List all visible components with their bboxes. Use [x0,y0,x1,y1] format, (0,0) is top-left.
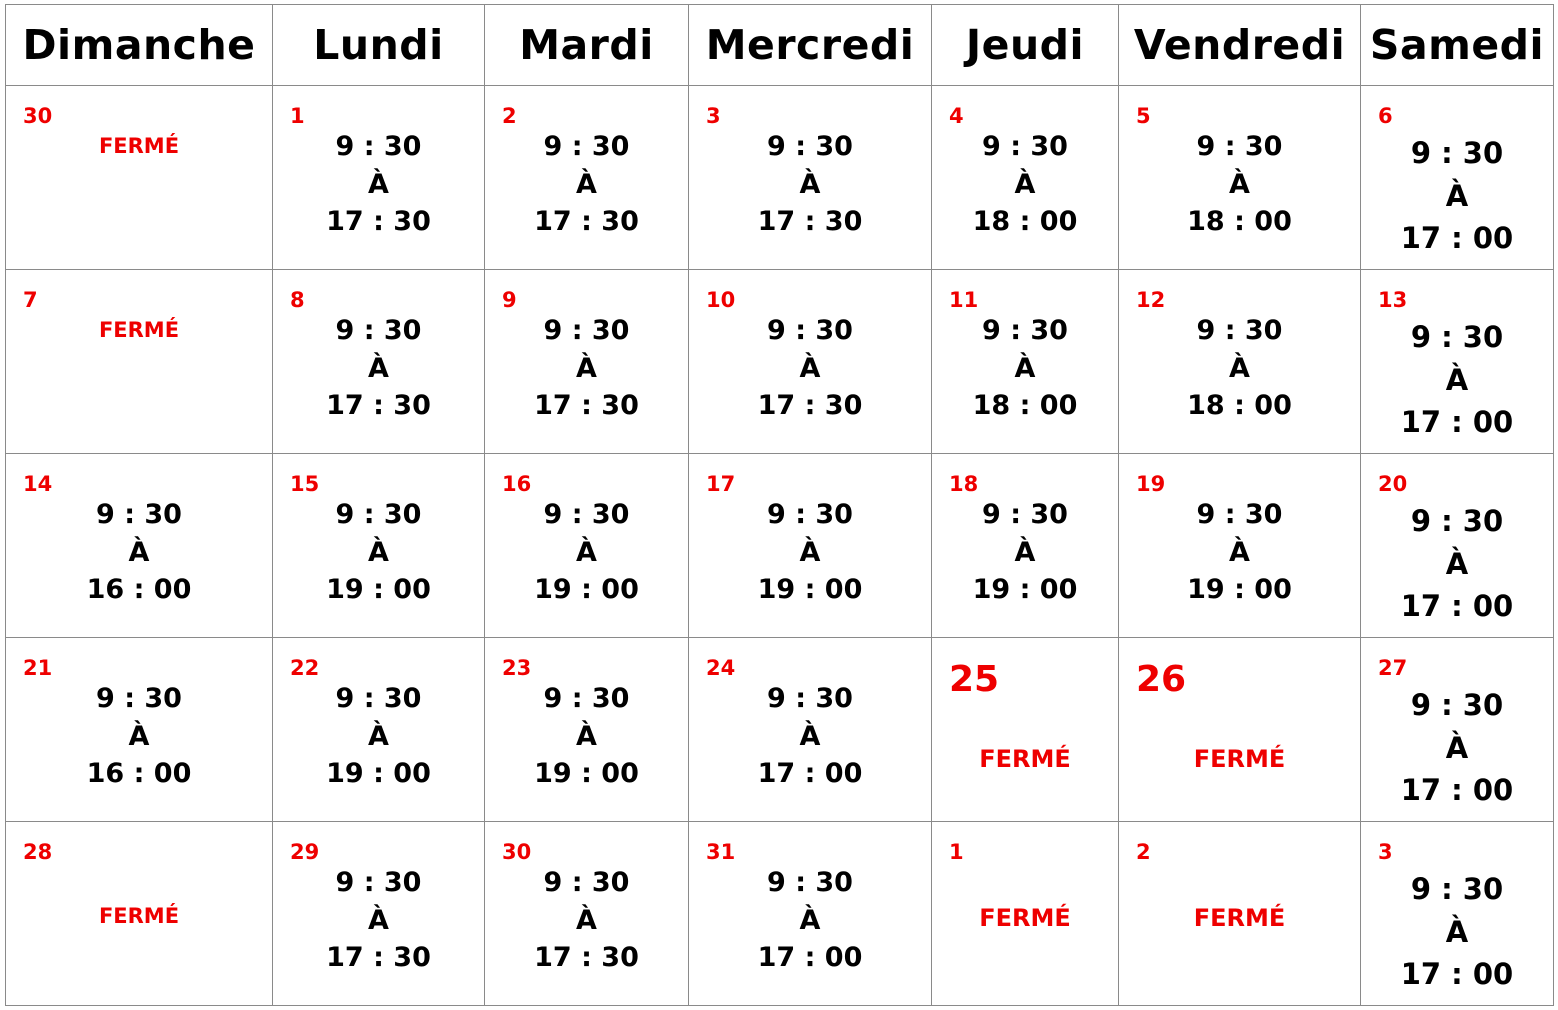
time-separator: À [1229,536,1250,568]
time-separator: À [128,536,150,568]
day-number: 11 [949,288,979,312]
day-number: 7 [23,288,38,312]
day-number: 14 [23,472,53,496]
opening-hours [689,312,931,425]
open-time: 9 : 30 [96,499,182,530]
time-separator: À [1014,168,1036,200]
opening-hours [273,864,484,977]
opening-hours [1119,312,1360,425]
day-number: 1 [290,104,305,128]
day-number: 5 [1136,104,1151,128]
open-time: 9 : 30 [1196,315,1283,346]
day-cell [6,270,273,454]
open-time: 9 : 30 [335,683,422,714]
open-time: 9 : 30 [1410,320,1504,354]
week-row [6,270,1554,454]
close-time: 18 : 00 [972,390,1078,421]
time-separator: À [368,168,389,200]
day-cell [6,638,273,822]
close-time: 17 : 30 [534,390,639,421]
day-number: 27 [1378,656,1408,680]
close-time: 19 : 00 [972,574,1078,605]
opening-hours [485,680,688,793]
open-time: 9 : 30 [96,683,182,714]
close-time: 17 : 30 [326,206,431,237]
day-cell [273,822,485,1006]
close-time: 17 : 30 [326,390,431,421]
close-time: 17 : 00 [757,942,863,973]
day-number: 16 [502,472,532,496]
opening-hours [1119,128,1360,241]
time-separator: À [799,904,821,936]
opening-hours [485,496,688,609]
opening-hours [1361,500,1553,628]
open-time: 9 : 30 [767,867,853,898]
day-cell [932,86,1119,270]
day-cell [273,270,485,454]
opening-hours [932,128,1118,241]
opening-hours [273,312,484,425]
closed-label: FERMÉ [979,745,1071,773]
day-number: 29 [290,840,320,864]
open-time: 9 : 30 [543,683,630,714]
day-number: 2 [502,104,517,128]
open-time: 9 : 30 [767,683,853,714]
day-number: 19 [1136,472,1166,496]
open-time: 9 : 30 [335,131,422,162]
day-cell [485,454,689,638]
time-separator: À [1445,546,1469,581]
opening-hours [1119,496,1360,609]
close-time: 18 : 00 [1187,206,1292,237]
day-number: 28 [23,840,53,864]
close-time: 17 : 00 [1400,221,1514,255]
open-time: 9 : 30 [1196,131,1283,162]
day-number: 8 [290,288,305,312]
open-time: 9 : 30 [335,499,422,530]
day-cell [485,638,689,822]
time-separator: À [576,352,597,384]
day-cell [1361,822,1554,1006]
day-number: 18 [949,472,979,496]
day-cell [689,270,932,454]
opening-hours [689,128,931,241]
time-separator: À [799,352,821,384]
open-time: 9 : 30 [543,131,630,162]
day-cell [485,822,689,1006]
opening-hours [1361,684,1553,812]
time-separator: À [1445,362,1469,397]
time-separator: À [799,536,821,568]
day-cell [1361,270,1554,454]
close-time: 17 : 30 [757,206,863,237]
time-separator: À [1445,914,1469,949]
day-number: 30 [502,840,532,864]
close-time: 17 : 00 [1400,405,1514,439]
time-separator: À [368,904,389,936]
open-time: 9 : 30 [335,867,422,898]
time-separator: À [576,168,597,200]
time-separator: À [576,720,597,752]
close-time: 18 : 00 [972,206,1078,237]
open-time: 9 : 30 [1196,499,1283,530]
day-number: 22 [290,656,320,680]
closed-label: FERMÉ [98,318,180,342]
day-cell [485,86,689,270]
day-cell [273,86,485,270]
close-time: 19 : 00 [534,574,639,605]
time-separator: À [1229,352,1250,384]
day-number: 1 [949,840,964,864]
opening-hours [485,312,688,425]
time-separator: À [368,352,389,384]
opening-hours [6,680,272,793]
open-time: 9 : 30 [335,315,422,346]
day-number: 9 [502,288,517,312]
day-number: 3 [706,104,721,128]
day-cell [1119,86,1361,270]
day-cell [689,86,932,270]
day-cell [932,270,1119,454]
opening-hours [689,680,931,793]
close-time: 19 : 00 [326,758,431,789]
day-number: 25 [949,659,1000,700]
time-separator: À [368,536,389,568]
time-separator: À [576,904,597,936]
day-cell [932,454,1119,638]
header-friday: Vendredi [1119,5,1361,86]
close-time: 16 : 00 [86,574,192,605]
closed-label: FERMÉ [1193,745,1286,773]
day-number: 31 [706,840,736,864]
day-number: 30 [23,104,53,128]
open-time: 9 : 30 [982,315,1068,346]
close-time: 17 : 30 [534,942,639,973]
day-number: 23 [502,656,532,680]
day-number: 13 [1378,288,1408,312]
open-time: 9 : 30 [1410,136,1504,170]
day-cell [485,270,689,454]
open-time: 9 : 30 [543,315,630,346]
close-time: 17 : 00 [1400,957,1514,991]
day-number: 17 [706,472,736,496]
close-time: 19 : 00 [757,574,863,605]
closed-label: FERMÉ [979,904,1071,932]
day-number: 24 [706,656,736,680]
time-separator: À [1014,352,1036,384]
opening-hours [273,496,484,609]
close-time: 17 : 30 [757,390,863,421]
opening-hours [273,128,484,241]
day-number: 26 [1136,659,1187,700]
day-cell [932,638,1119,822]
header-thursday: Jeudi [932,5,1119,86]
closed-label: FERMÉ [1193,904,1286,932]
day-number: 10 [706,288,736,312]
day-number: 15 [290,472,320,496]
day-cell [1361,638,1554,822]
week-row [6,454,1554,638]
opening-hours [6,496,272,609]
open-time: 9 : 30 [767,499,853,530]
day-number: 6 [1378,104,1393,128]
close-time: 19 : 00 [1187,574,1292,605]
day-number: 21 [23,656,53,680]
open-time: 9 : 30 [1410,872,1504,906]
opening-hours [689,864,931,977]
close-time: 17 : 30 [326,942,431,973]
opening-hours [1361,132,1553,260]
day-cell [273,638,485,822]
week-row [6,86,1554,270]
time-separator: À [799,168,821,200]
day-cell [1119,454,1361,638]
open-time: 9 : 30 [1410,688,1504,722]
day-number: 2 [1136,840,1151,864]
day-cell [273,454,485,638]
close-time: 17 : 00 [757,758,863,789]
day-cell [689,638,932,822]
header-wednesday: Mercredi [689,5,932,86]
opening-hours [1361,868,1553,996]
time-separator: À [1014,536,1036,568]
open-time: 9 : 30 [767,131,853,162]
calendar-weeks [6,86,1554,1006]
day-cell [6,822,273,1006]
time-separator: À [128,720,150,752]
header-tuesday: Mardi [485,5,689,86]
day-cell [6,454,273,638]
time-separator: À [1445,178,1469,213]
day-cell [1119,822,1361,1006]
closed-label: FERMÉ [98,134,180,158]
opening-hours [485,864,688,977]
day-cell [932,822,1119,1006]
week-row [6,638,1554,822]
day-number: 4 [949,104,964,128]
opening-hours [1361,316,1553,444]
opening-hours [273,680,484,793]
day-cell [6,86,273,270]
day-number: 20 [1378,472,1408,496]
opening-hours [485,128,688,241]
day-cell [1361,86,1554,270]
time-separator: À [576,536,597,568]
close-time: 17 : 00 [1400,773,1514,807]
time-separator: À [1229,168,1250,200]
header-sunday: Dimanche [6,5,273,86]
week-row [6,822,1554,1006]
day-number: 3 [1378,840,1393,864]
opening-hours [932,496,1118,609]
day-cell [689,822,932,1006]
opening-hours-calendar [5,4,1554,1006]
close-time: 19 : 00 [534,758,639,789]
time-separator: À [1445,730,1469,765]
day-cell [1119,270,1361,454]
day-cell [689,454,932,638]
open-time: 9 : 30 [543,867,630,898]
time-separator: À [799,720,821,752]
weekday-header-row [6,5,1554,86]
day-number: 12 [1136,288,1166,312]
open-time: 9 : 30 [982,131,1068,162]
closed-label: FERMÉ [98,904,180,928]
close-time: 17 : 00 [1400,589,1514,623]
close-time: 17 : 30 [534,206,639,237]
open-time: 9 : 30 [543,499,630,530]
time-separator: À [368,720,389,752]
open-time: 9 : 30 [1410,504,1504,538]
open-time: 9 : 30 [767,315,853,346]
close-time: 19 : 00 [326,574,431,605]
day-cell [1119,638,1361,822]
header-saturday: Samedi [1361,5,1554,86]
open-time: 9 : 30 [982,499,1068,530]
close-time: 16 : 00 [86,758,192,789]
opening-hours [932,312,1118,425]
opening-hours [689,496,931,609]
day-cell [1361,454,1554,638]
close-time: 18 : 00 [1187,390,1292,421]
header-monday: Lundi [273,5,485,86]
